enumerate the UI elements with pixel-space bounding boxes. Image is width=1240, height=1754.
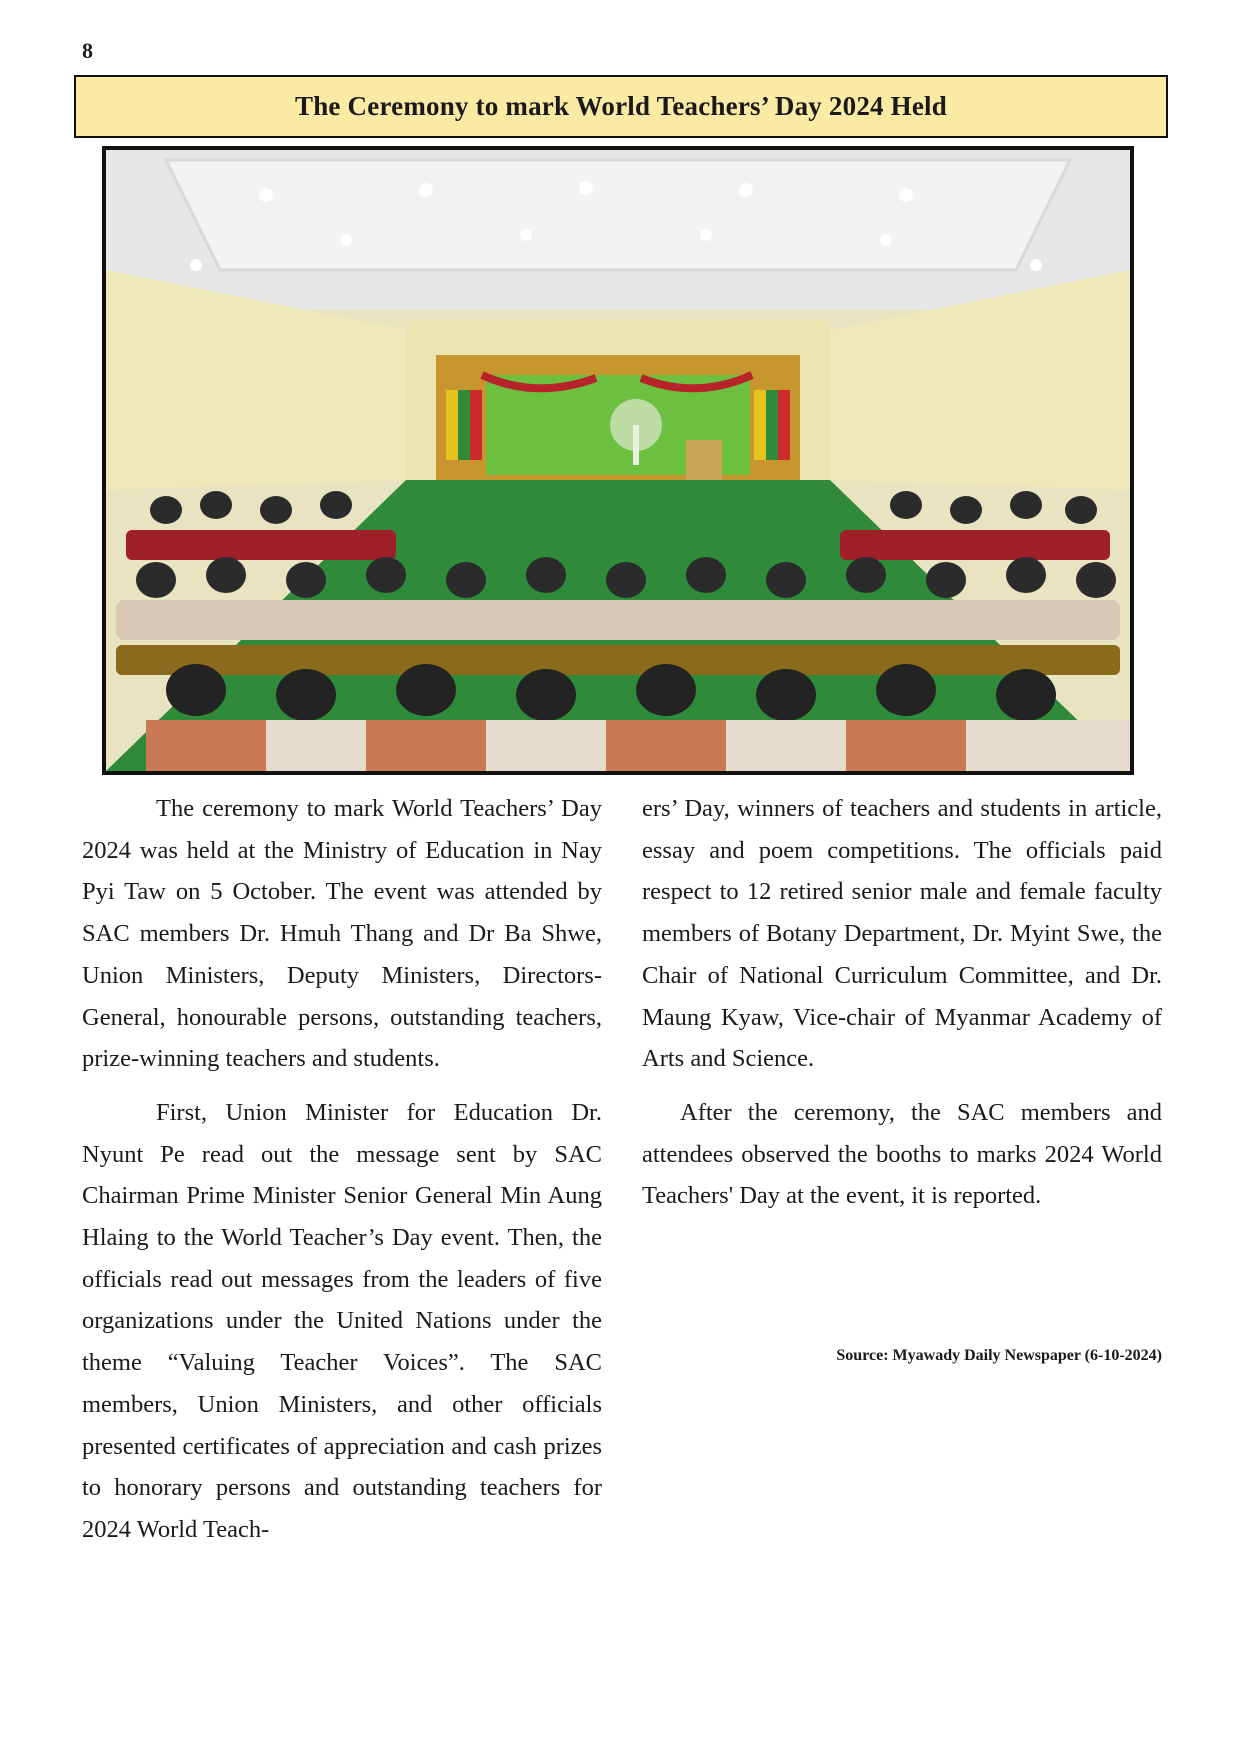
article-paragraph-3: ers’ Day, winners of teachers and students in article, essay and poem competitions. The officials paid respect to 12 retired senior male and female faculty members of Botany Department, Dr. Myint Swe, the Chair of National Curriculum Committee, and Dr. Maung Kyaw, Vice-chair of Myanmar Academy of Arts and Science. [642, 795, 1162, 1073]
ceremony-photo [102, 146, 1134, 775]
article-title: The Ceremony to mark World Teachers’ Day 2024 Held [295, 91, 947, 121]
page-number: 8 [82, 38, 93, 63]
article-paragraph-1: The ceremony to mark World Teachers’ Day 2024 was held at the Ministry of Education in Nay Pyi Taw on 5 October. The event was attended by SAC members Dr. Hmuh Thang and Dr Ba Shwe, Union Ministers, Deputy Ministers, Directors-General, honourable persons, outstanding teachers, prize-winning teachers and students. [82, 795, 602, 1073]
article-source: Source: Myawady Daily Newspaper (6-10-2024) [836, 1347, 1162, 1364]
article-title-box [74, 75, 1168, 138]
ceremony-photo-illustration [106, 150, 1130, 771]
article-paragraph-2: First, Union Minister for Education Dr. Nyunt Pe read out the message sent by SAC Chairman Prime Minister Senior General Min Aung Hlaing to the World Teacher’s Day event. Then, the officials read out messages from the leaders of five organizations under the United Nations under the theme “Valuing Teacher Voices”. The SAC members, Union Ministers, and other officials presented certificates of appreciation and cash prizes to honorary persons and outstanding teachers for 2024 World Teach- [82, 1098, 602, 1543]
article-left-column [82, 788, 602, 1563]
article-right-column [642, 788, 1162, 1229]
article-paragraph-4: After the ceremony, the SAC members and attendees observed the booths to marks 2024 World Teachers' Day at the event, it is reported. [642, 1098, 1162, 1210]
